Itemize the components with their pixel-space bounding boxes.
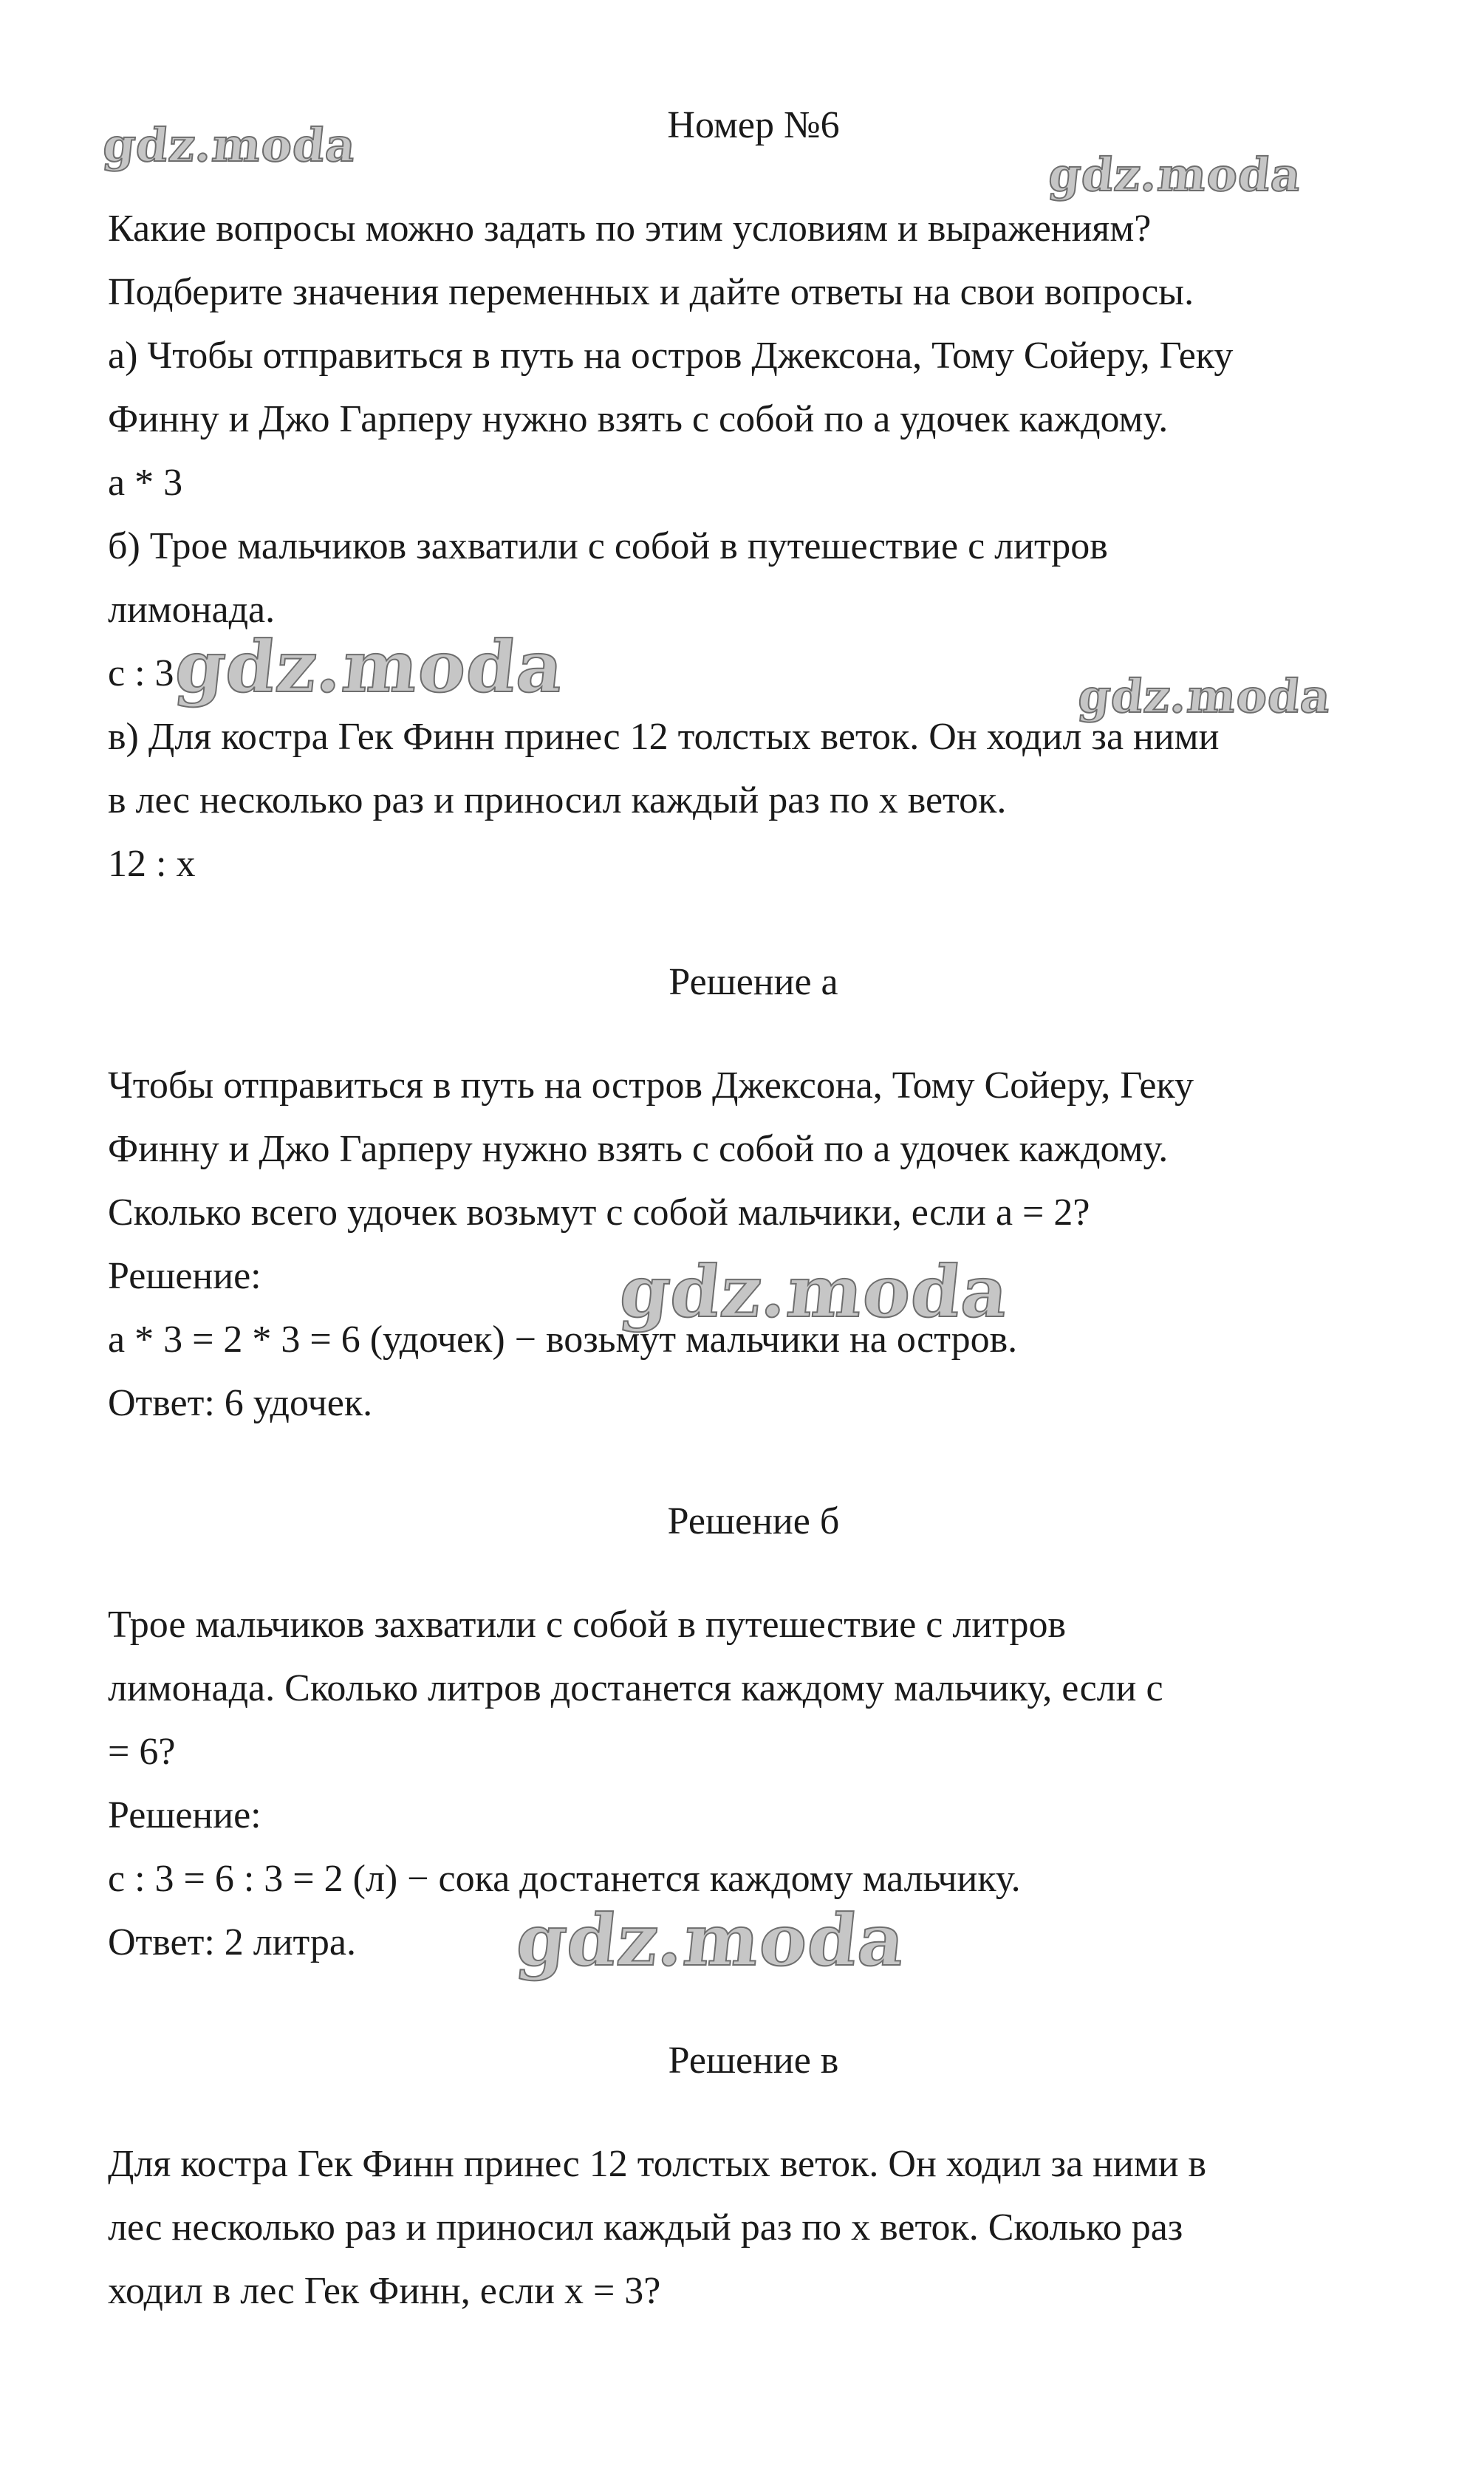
text-line: Чтобы отправиться в путь на остров Джексона, Тому Сойеру, Геку xyxy=(108,1064,1194,1107)
text-line: Решение: xyxy=(108,1255,261,1297)
text-line: Сколько всего удочек возьмут с собой мальчики, если a = 2? xyxy=(108,1192,1090,1234)
text-line: б) Трое мальчиков захватили с собой в путешествие с литров xyxy=(108,525,1108,567)
solution-a-heading: Решение а xyxy=(669,961,838,1003)
watermark-logo: gdz.moda xyxy=(171,625,569,708)
solution-b-heading: Решение б xyxy=(667,1500,840,1542)
text-line: a * 3 xyxy=(108,462,183,504)
text-line: a * 3 = 2 * 3 = 6 (удочек) − возьмут мальчики на остров. xyxy=(108,1319,1018,1361)
text-line: с : 3 xyxy=(108,652,174,694)
page-title: Номер №6 xyxy=(667,104,840,146)
watermark-logo: gdz.moda xyxy=(513,1898,910,1982)
text-line: Какие вопросы можно задать по этим условиям и выражениям? xyxy=(108,208,1152,250)
text-line: 12 : х xyxy=(108,843,196,885)
text-line: лес несколько раз и приносил каждый раз по х веток. Сколько раз xyxy=(108,2206,1183,2249)
text-line: в лес несколько раз и приносил каждый раз по х веток. xyxy=(108,779,1007,821)
watermark-logo: gdz.moda xyxy=(100,118,359,172)
text-line: = 6? xyxy=(108,1731,176,1773)
text-line: Решение: xyxy=(108,1794,261,1836)
text-line: в) Для костра Гек Финн принес 12 толстых веток. Он ходил за ними xyxy=(108,716,1220,758)
solution-c-heading: Решение в xyxy=(668,2040,839,2082)
text-line: Трое мальчиков захватили с собой в путешествие с литров xyxy=(108,1604,1067,1646)
text-line: Подберите значения переменных и дайте ответы на свои вопросы. xyxy=(108,271,1194,313)
text-line: лимонада. Сколько литров достанется каждому мальчику, если с xyxy=(108,1667,1163,1709)
text-line: с : 3 = 6 : 3 = 2 (л) − сока достанется каждому мальчику. xyxy=(108,1858,1021,1900)
text-line: лимонада. xyxy=(108,589,276,631)
watermark-logo: gdz.moda xyxy=(616,1250,1013,1333)
text-line: ходил в лес Гек Финн, если х = 3? xyxy=(108,2270,661,2312)
text-line: Для костра Гек Финн принес 12 толстых веток. Он ходил за ними в xyxy=(108,2143,1207,2185)
watermark-logo: gdz.moda xyxy=(1076,669,1334,723)
text-line: Ответ: 6 удочек. xyxy=(108,1382,373,1424)
text-line: а) Чтобы отправиться в путь на остров Джексона, Тому Сойеру, Геку xyxy=(108,335,1234,377)
text-line: Финну и Джо Гарперу нужно взять с собой по a удочек каждому. xyxy=(108,398,1169,440)
watermark-logo: gdz.moda xyxy=(1046,148,1305,202)
text-line: Ответ: 2 литра. xyxy=(108,1921,356,1963)
text-line: Финну и Джо Гарперу нужно взять с собой по a удочек каждому. xyxy=(108,1128,1169,1170)
